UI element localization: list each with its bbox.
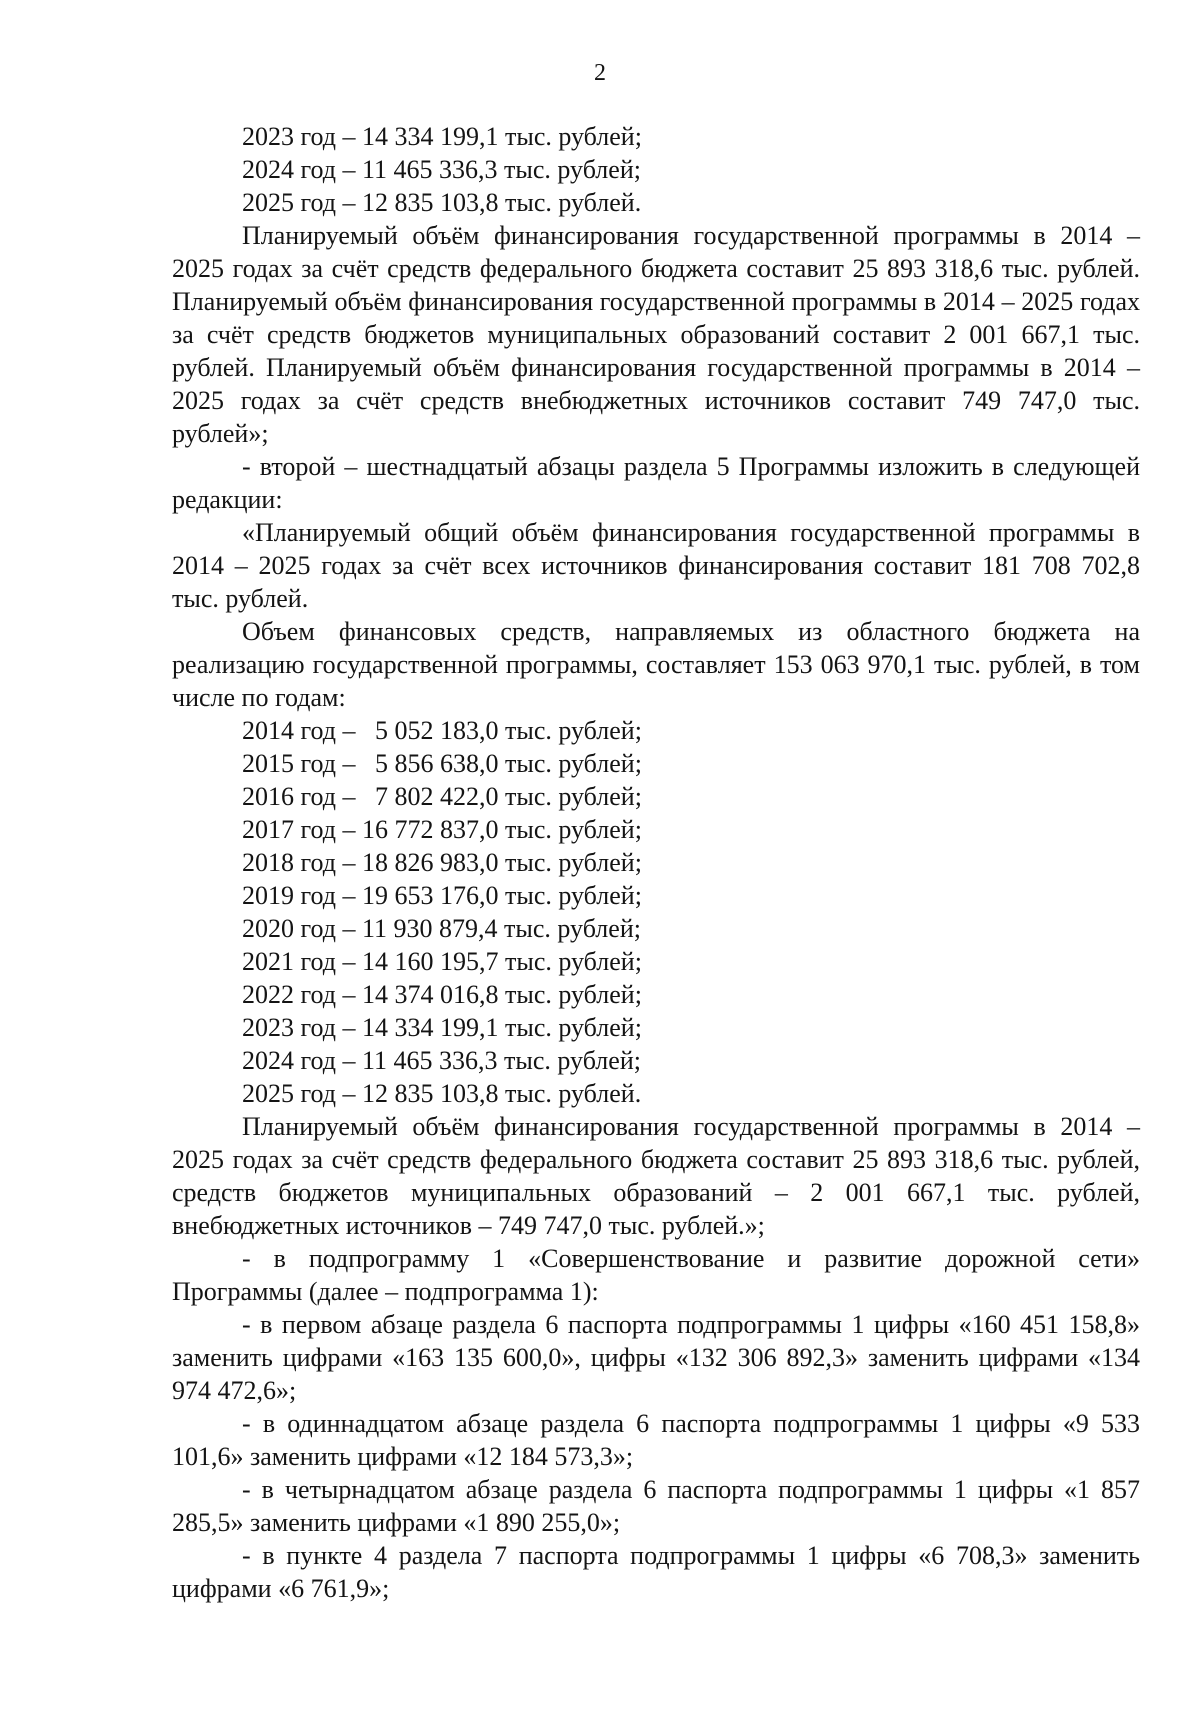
year-line-2015: 2015 год – 5 856 638,0 тыс. рублей;: [242, 749, 642, 778]
year-line-2025: 2025 год – 12 835 103,8 тыс. рублей.: [242, 1079, 642, 1108]
year-line-2024: 2024 год – 11 465 336,3 тыс. рублей;: [242, 1046, 641, 1075]
paragraph-fourteenth-abzac: - в четырнадцатом абзаце раздела 6 паспорта подпрограммы 1 цифры «1 857 285,5» заменить цифрами «1 890 255,0»;: [172, 1475, 1140, 1537]
year-line-2017: 2017 год – 16 772 837,0 тыс. рублей;: [242, 815, 642, 844]
document-body: [172, 120, 1140, 1605]
paragraph-planned-financing-1: Планируемый объём финансирования государственной программы в 2014 – 2025 годах за счёт средств федерального бюджета составит 25 893 318,6 тыс. рублей. Планируемый объём финансирования государственной программы в 2014 – 2025 годах за счёт средств бюджетов муниципальных образований составит 2 001 667,1 тыс. рублей. Планируемый объём финансирования государственной программы в 2014 – 2025 годах за счёт средств внебюджетных источников составит 749 747,0 тыс. рублей»;: [172, 221, 1140, 448]
year-line-2021: 2021 год – 14 160 195,7 тыс. рублей;: [242, 947, 642, 976]
year-line-2023: 2023 год – 14 334 199,1 тыс. рублей;: [242, 1013, 642, 1042]
year-line-2023-top: 2023 год – 14 334 199,1 тыс. рублей;: [242, 122, 642, 151]
paragraph-first-abzac: - в первом абзаце раздела 6 паспорта подпрограммы 1 цифры «160 451 158,8» заменить цифрами «163 135 600,0», цифры «132 306 892,3» заменить цифрами «134 974 472,6»;: [172, 1310, 1140, 1405]
paragraph-amend-section-5: - второй – шестнадцатый абзацы раздела 5 Программы изложить в следующей редакции:: [172, 452, 1140, 514]
year-line-2024-top: 2024 год – 11 465 336,3 тыс. рублей;: [242, 155, 641, 184]
year-line-2022: 2022 год – 14 374 016,8 тыс. рублей;: [242, 980, 642, 1009]
paragraph-subprogram-1: - в подпрограмму 1 «Совершенствование и развитие дорожной сети» Программы (далее – подпрограмма 1):: [172, 1244, 1140, 1306]
page-number: 2: [594, 60, 606, 86]
year-line-2014: 2014 год – 5 052 183,0 тыс. рублей;: [242, 716, 642, 745]
paragraph-point-4: - в пункте 4 раздела 7 паспорта подпрограммы 1 цифры «6 708,3» заменить цифрами «6 761,9»;: [172, 1541, 1140, 1603]
paragraph-regional-budget: Объем финансовых средств, направляемых из областного бюджета на реализацию государственной программы, составляет 153 063 970,1 тыс. рублей, в том числе по годам:: [172, 617, 1140, 712]
year-line-2019: 2019 год – 19 653 176,0 тыс. рублей;: [242, 881, 642, 910]
paragraph-eleventh-abzac: - в одиннадцатом абзаце раздела 6 паспорта подпрограммы 1 цифры «9 533 101,6» заменить цифрами «12 184 573,3»;: [172, 1409, 1140, 1471]
year-line-2025-top: 2025 год – 12 835 103,8 тыс. рублей.: [242, 188, 642, 217]
paragraph-planned-financing-2: Планируемый объём финансирования государственной программы в 2014 – 2025 годах за счёт средств федерального бюджета составит 25 893 318,6 тыс. рублей, средств бюджетов муниципальных образований – 2 001 667,1 тыс. рублей, внебюджетных источников – 749 747,0 тыс. рублей.»;: [172, 1112, 1140, 1240]
year-line-2016: 2016 год – 7 802 422,0 тыс. рублей;: [242, 782, 642, 811]
year-line-2018: 2018 год – 18 826 983,0 тыс. рублей;: [242, 848, 642, 877]
paragraph-total-financing: «Планируемый общий объём финансирования государственной программы в 2014 – 2025 годах за счёт всех источников финансирования составит 181 708 702,8 тыс. рублей.: [172, 518, 1140, 613]
year-line-2020: 2020 год – 11 930 879,4 тыс. рублей;: [242, 914, 641, 943]
